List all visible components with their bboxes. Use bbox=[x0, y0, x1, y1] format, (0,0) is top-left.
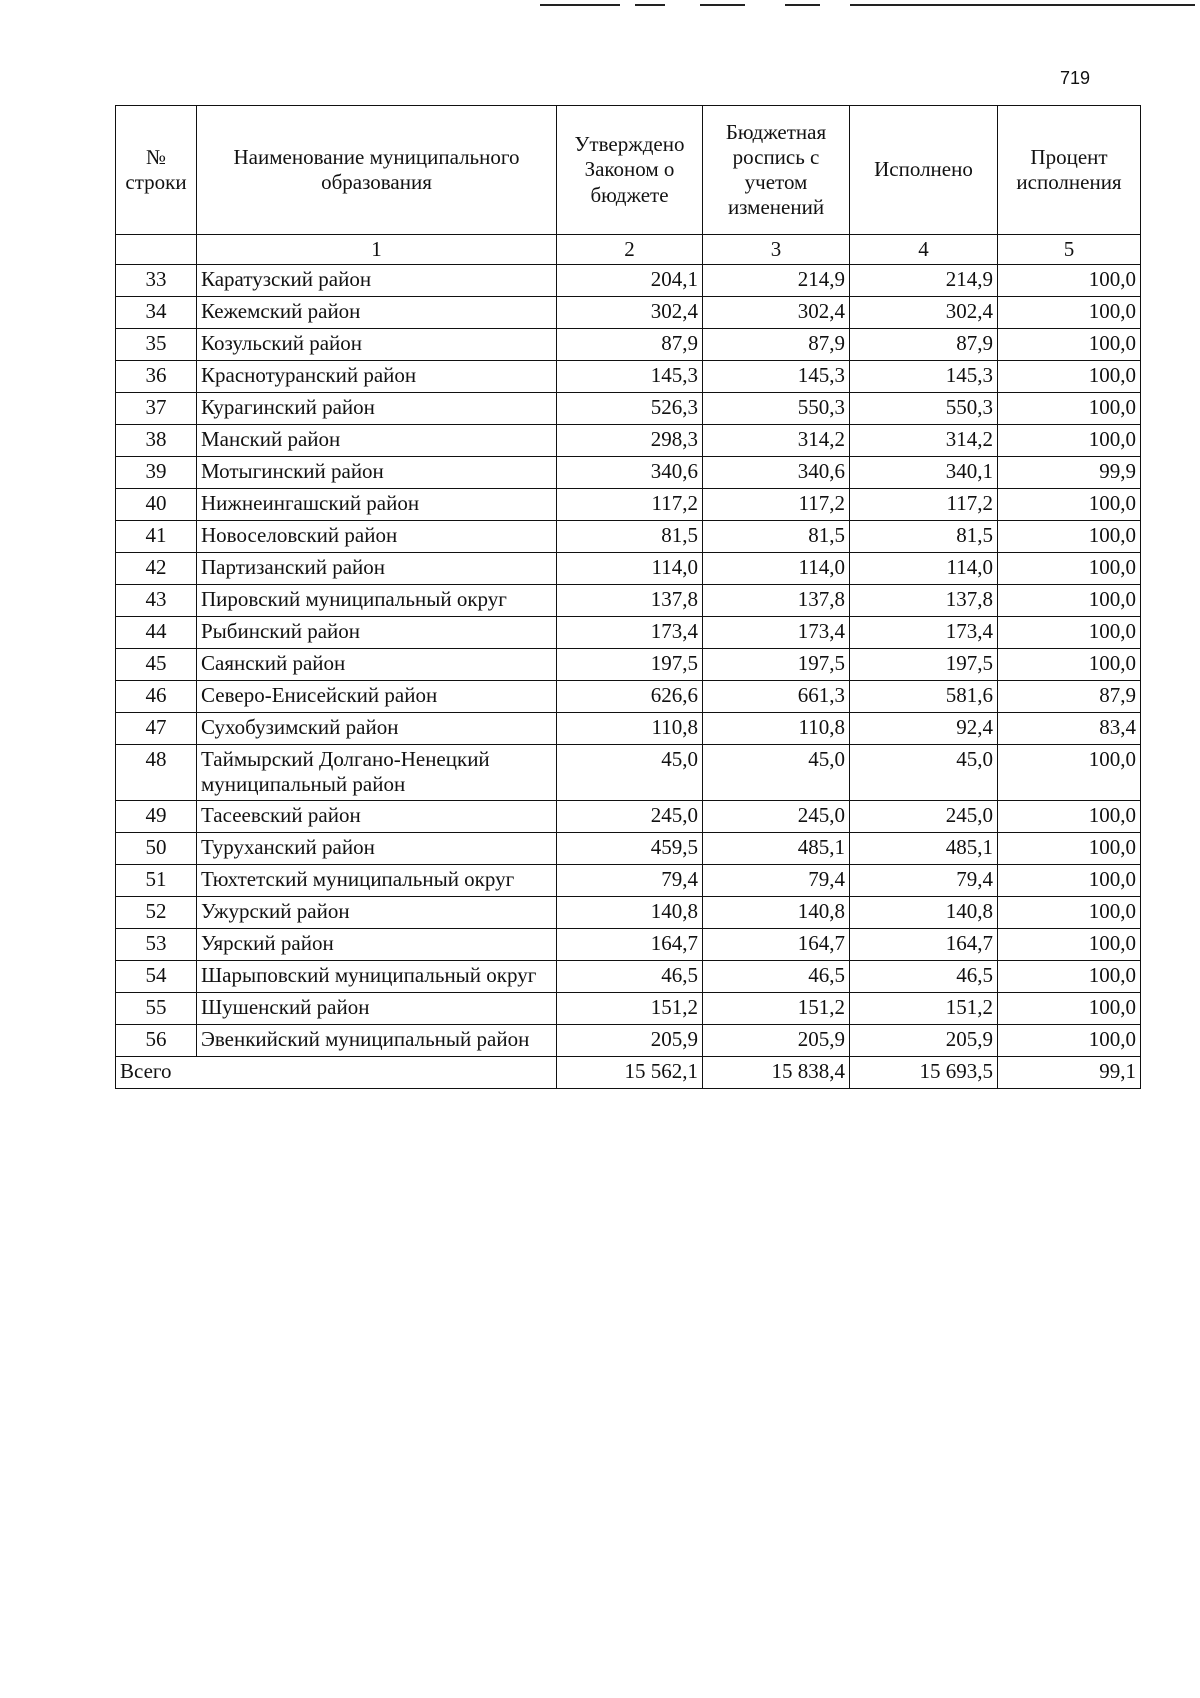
percent-value: 100,0 bbox=[998, 864, 1141, 896]
municipality-name: Сухобузимский район bbox=[197, 713, 557, 745]
table-row bbox=[116, 832, 1141, 864]
executed-value: 302,4 bbox=[850, 297, 998, 329]
executed-value: 114,0 bbox=[850, 553, 998, 585]
budget-value: 173,4 bbox=[703, 617, 850, 649]
table-body bbox=[116, 265, 1141, 1056]
header-row bbox=[116, 106, 1141, 235]
municipality-name: Таймырский Долгано-Ненецкий муниципальный район bbox=[197, 745, 557, 800]
approved-value: 205,9 bbox=[557, 1024, 703, 1056]
table-row bbox=[116, 393, 1141, 425]
row-number: 39 bbox=[116, 457, 197, 489]
budget-value: 197,5 bbox=[703, 649, 850, 681]
top-rule-4 bbox=[785, 4, 820, 6]
row-number: 41 bbox=[116, 521, 197, 553]
executed-value: 485,1 bbox=[850, 832, 998, 864]
row-number: 54 bbox=[116, 960, 197, 992]
percent-value: 100,0 bbox=[998, 617, 1141, 649]
top-rule-2 bbox=[635, 4, 665, 6]
table-row bbox=[116, 265, 1141, 297]
total-row bbox=[116, 1056, 1141, 1088]
approved-value: 45,0 bbox=[557, 745, 703, 800]
row-number: 35 bbox=[116, 329, 197, 361]
row-number: 38 bbox=[116, 425, 197, 457]
table-row bbox=[116, 361, 1141, 393]
percent-value: 100,0 bbox=[998, 800, 1141, 832]
page-number: 719 bbox=[1060, 68, 1091, 88]
budget-value: 114,0 bbox=[703, 553, 850, 585]
table-row bbox=[116, 800, 1141, 832]
percent-value: 99,9 bbox=[998, 457, 1141, 489]
percent-value: 83,4 bbox=[998, 713, 1141, 745]
table-row bbox=[116, 992, 1141, 1024]
row-number: 48 bbox=[116, 745, 197, 800]
budget-value: 550,3 bbox=[703, 393, 850, 425]
municipality-name: Пировский муниципальный округ bbox=[197, 585, 557, 617]
executed-value: 46,5 bbox=[850, 960, 998, 992]
table-row bbox=[116, 553, 1141, 585]
total-label: Всего bbox=[116, 1056, 557, 1088]
budget-value: 302,4 bbox=[703, 297, 850, 329]
percent-value: 100,0 bbox=[998, 745, 1141, 800]
row-number: 52 bbox=[116, 896, 197, 928]
total-executed: 15 693,5 bbox=[850, 1056, 998, 1088]
percent-value: 100,0 bbox=[998, 361, 1141, 393]
row-number: 40 bbox=[116, 489, 197, 521]
approved-value: 87,9 bbox=[557, 329, 703, 361]
municipality-name: Шушенский район bbox=[197, 992, 557, 1024]
municipality-name: Тюхтетский муниципальный округ bbox=[197, 864, 557, 896]
table-row bbox=[116, 329, 1141, 361]
budget-value: 145,3 bbox=[703, 361, 850, 393]
percent-value: 100,0 bbox=[998, 585, 1141, 617]
executed-value: 117,2 bbox=[850, 489, 998, 521]
total-percent: 99,1 bbox=[998, 1056, 1141, 1088]
row-number: 34 bbox=[116, 297, 197, 329]
approved-value: 197,5 bbox=[557, 649, 703, 681]
approved-value: 173,4 bbox=[557, 617, 703, 649]
row-number: 43 bbox=[116, 585, 197, 617]
budget-value: 137,8 bbox=[703, 585, 850, 617]
table-row bbox=[116, 864, 1141, 896]
executed-value: 173,4 bbox=[850, 617, 998, 649]
executed-value: 340,1 bbox=[850, 457, 998, 489]
approved-value: 204,1 bbox=[557, 265, 703, 297]
approved-value: 245,0 bbox=[557, 800, 703, 832]
row-number: 33 bbox=[116, 265, 197, 297]
row-number: 45 bbox=[116, 649, 197, 681]
budget-value: 117,2 bbox=[703, 489, 850, 521]
executed-value: 581,6 bbox=[850, 681, 998, 713]
percent-value: 100,0 bbox=[998, 649, 1141, 681]
percent-value: 100,0 bbox=[998, 928, 1141, 960]
municipality-name: Эвенкийский муниципальный район bbox=[197, 1024, 557, 1056]
approved-value: 117,2 bbox=[557, 489, 703, 521]
column-number: 1 bbox=[197, 235, 557, 265]
percent-value: 100,0 bbox=[998, 521, 1141, 553]
executed-value: 164,7 bbox=[850, 928, 998, 960]
executed-value: 45,0 bbox=[850, 745, 998, 800]
row-number: 37 bbox=[116, 393, 197, 425]
header-executed: Исполнено bbox=[850, 106, 998, 235]
municipality-name: Курагинский район bbox=[197, 393, 557, 425]
percent-value: 100,0 bbox=[998, 393, 1141, 425]
percent-value: 100,0 bbox=[998, 489, 1141, 521]
top-rule-1 bbox=[540, 4, 620, 6]
approved-value: 114,0 bbox=[557, 553, 703, 585]
budget-value: 314,2 bbox=[703, 425, 850, 457]
budget-value: 46,5 bbox=[703, 960, 850, 992]
executed-value: 145,3 bbox=[850, 361, 998, 393]
municipality-name: Туруханский район bbox=[197, 832, 557, 864]
table-row bbox=[116, 960, 1141, 992]
approved-value: 302,4 bbox=[557, 297, 703, 329]
approved-value: 81,5 bbox=[557, 521, 703, 553]
row-number: 36 bbox=[116, 361, 197, 393]
budget-value: 485,1 bbox=[703, 832, 850, 864]
municipality-name: Северо-Енисейский район bbox=[197, 681, 557, 713]
table-row bbox=[116, 896, 1141, 928]
row-number: 46 bbox=[116, 681, 197, 713]
table-row bbox=[116, 425, 1141, 457]
column-number: 5 bbox=[998, 235, 1141, 265]
municipality-name: Манский район bbox=[197, 425, 557, 457]
table-row bbox=[116, 713, 1141, 745]
budget-value: 45,0 bbox=[703, 745, 850, 800]
approved-value: 140,8 bbox=[557, 896, 703, 928]
approved-value: 164,7 bbox=[557, 928, 703, 960]
percent-value: 100,0 bbox=[998, 297, 1141, 329]
executed-value: 81,5 bbox=[850, 521, 998, 553]
executed-value: 87,9 bbox=[850, 329, 998, 361]
row-number: 44 bbox=[116, 617, 197, 649]
percent-value: 100,0 bbox=[998, 832, 1141, 864]
table-row bbox=[116, 617, 1141, 649]
row-number: 51 bbox=[116, 864, 197, 896]
table-row bbox=[116, 928, 1141, 960]
executed-value: 151,2 bbox=[850, 992, 998, 1024]
percent-value: 87,9 bbox=[998, 681, 1141, 713]
table-row bbox=[116, 489, 1141, 521]
table-row bbox=[116, 649, 1141, 681]
row-number: 47 bbox=[116, 713, 197, 745]
percent-value: 100,0 bbox=[998, 992, 1141, 1024]
approved-value: 145,3 bbox=[557, 361, 703, 393]
budget-value: 81,5 bbox=[703, 521, 850, 553]
percent-value: 100,0 bbox=[998, 896, 1141, 928]
executed-value: 140,8 bbox=[850, 896, 998, 928]
executed-value: 137,8 bbox=[850, 585, 998, 617]
municipality-name: Новоселовский район bbox=[197, 521, 557, 553]
budget-value: 164,7 bbox=[703, 928, 850, 960]
municipality-name: Каратузский район bbox=[197, 265, 557, 297]
percent-value: 100,0 bbox=[998, 329, 1141, 361]
row-number: 42 bbox=[116, 553, 197, 585]
municipality-name: Кежемский район bbox=[197, 297, 557, 329]
table-row bbox=[116, 681, 1141, 713]
executed-value: 214,9 bbox=[850, 265, 998, 297]
executed-value: 92,4 bbox=[850, 713, 998, 745]
budget-value: 214,9 bbox=[703, 265, 850, 297]
budget-value: 140,8 bbox=[703, 896, 850, 928]
municipality-name: Уярский район bbox=[197, 928, 557, 960]
table-row bbox=[116, 585, 1141, 617]
budget-value: 205,9 bbox=[703, 1024, 850, 1056]
approved-value: 137,8 bbox=[557, 585, 703, 617]
top-rule-3 bbox=[700, 4, 745, 6]
percent-value: 100,0 bbox=[998, 265, 1141, 297]
percent-value: 100,0 bbox=[998, 960, 1141, 992]
top-rule-5 bbox=[850, 4, 1195, 6]
header-row-number: № строки bbox=[116, 106, 197, 235]
row-number: 50 bbox=[116, 832, 197, 864]
budget-value: 245,0 bbox=[703, 800, 850, 832]
total-approved: 15 562,1 bbox=[557, 1056, 703, 1088]
approved-value: 626,6 bbox=[557, 681, 703, 713]
budget-value: 151,2 bbox=[703, 992, 850, 1024]
municipality-name: Рыбинский район bbox=[197, 617, 557, 649]
approved-value: 79,4 bbox=[557, 864, 703, 896]
header-budget-list: Бюджетная роспись с учетом изменений bbox=[703, 106, 850, 235]
header-percent: Процент исполнения bbox=[998, 106, 1141, 235]
approved-value: 526,3 bbox=[557, 393, 703, 425]
approved-value: 110,8 bbox=[557, 713, 703, 745]
percent-value: 100,0 bbox=[998, 1024, 1141, 1056]
column-number bbox=[116, 235, 197, 265]
budget-value: 110,8 bbox=[703, 713, 850, 745]
municipality-name: Ужурский район bbox=[197, 896, 557, 928]
table-row bbox=[116, 297, 1141, 329]
approved-value: 151,2 bbox=[557, 992, 703, 1024]
municipality-name: Краснотуранский район bbox=[197, 361, 557, 393]
approved-value: 46,5 bbox=[557, 960, 703, 992]
approved-value: 459,5 bbox=[557, 832, 703, 864]
budget-value: 340,6 bbox=[703, 457, 850, 489]
municipality-name: Шарыповский муниципальный округ bbox=[197, 960, 557, 992]
table-row bbox=[116, 457, 1141, 489]
header-name: Наименование муниципального образования bbox=[197, 106, 557, 235]
municipality-name: Мотыгинский район bbox=[197, 457, 557, 489]
executed-value: 245,0 bbox=[850, 800, 998, 832]
column-number: 2 bbox=[557, 235, 703, 265]
column-number: 4 bbox=[850, 235, 998, 265]
approved-value: 340,6 bbox=[557, 457, 703, 489]
executed-value: 314,2 bbox=[850, 425, 998, 457]
budget-value: 87,9 bbox=[703, 329, 850, 361]
budget-value: 79,4 bbox=[703, 864, 850, 896]
header-approved: Утверждено Законом о бюджете bbox=[557, 106, 703, 235]
table-row bbox=[116, 745, 1141, 800]
table-row bbox=[116, 1024, 1141, 1056]
row-number: 49 bbox=[116, 800, 197, 832]
percent-value: 100,0 bbox=[998, 425, 1141, 457]
row-number: 56 bbox=[116, 1024, 197, 1056]
municipality-name: Партизанский район bbox=[197, 553, 557, 585]
approved-value: 298,3 bbox=[557, 425, 703, 457]
row-number: 53 bbox=[116, 928, 197, 960]
municipality-name: Саянский район bbox=[197, 649, 557, 681]
budget-value: 661,3 bbox=[703, 681, 850, 713]
executed-value: 197,5 bbox=[850, 649, 998, 681]
total-budget: 15 838,4 bbox=[703, 1056, 850, 1088]
column-number-row bbox=[116, 235, 1141, 265]
column-number: 3 bbox=[703, 235, 850, 265]
municipality-name: Нижнеингашский район bbox=[197, 489, 557, 521]
executed-value: 550,3 bbox=[850, 393, 998, 425]
municipality-name: Козульский район bbox=[197, 329, 557, 361]
table-row bbox=[116, 521, 1141, 553]
executed-value: 205,9 bbox=[850, 1024, 998, 1056]
budget-table bbox=[115, 105, 1141, 1089]
percent-value: 100,0 bbox=[998, 553, 1141, 585]
row-number: 55 bbox=[116, 992, 197, 1024]
executed-value: 79,4 bbox=[850, 864, 998, 896]
municipality-name: Тасеевский район bbox=[197, 800, 557, 832]
